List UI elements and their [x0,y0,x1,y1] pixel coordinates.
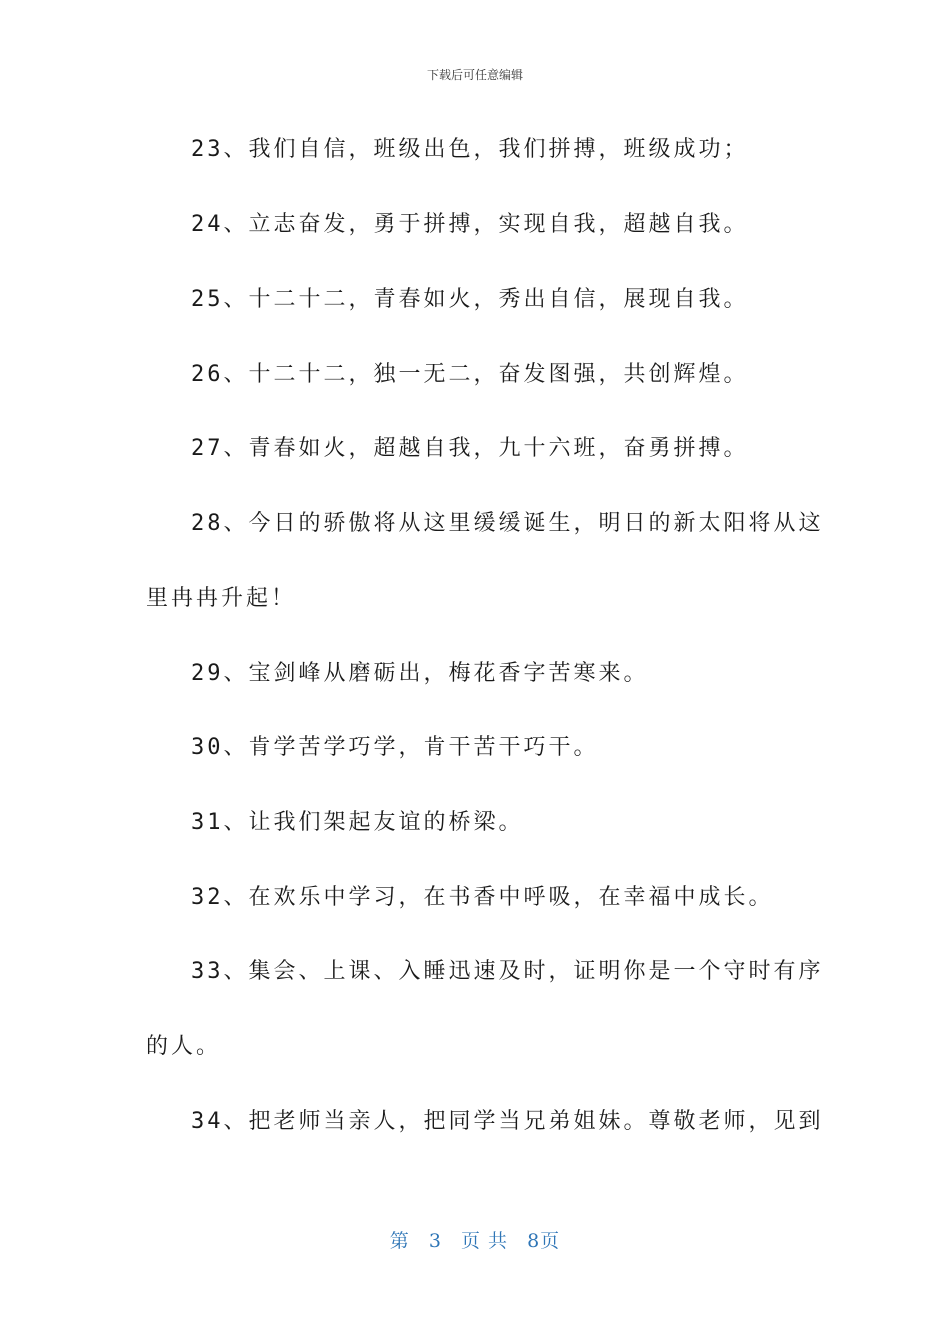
page-footer [0,1226,950,1253]
text-line: 26、十二十二，独一无二，奋发图强，共创辉煌。 [191,362,749,387]
text-line: 27、青春如火，超越自我，九十六班，奋勇拼搏。 [191,436,749,461]
footer-prefix: 第 [389,1230,410,1252]
footer-middle: 页 共 [461,1230,509,1252]
text-line-continuation: 的人。 [146,1034,222,1059]
text-line: 33、集会、上课、入睡迅速及时，证明你是一个守时有序 [191,959,824,984]
text-line: 31、让我们架起友谊的桥梁。 [191,810,524,835]
text-line: 30、肯学苦学巧学，肯干苦干巧干。 [191,735,599,760]
text-line: 29、宝剑峰从磨砺出，梅花香字苦寒来。 [191,661,649,686]
text-line-continuation: 里冉冉升起！ [146,586,297,611]
text-line: 25、十二十二，青春如火，秀出自信，展现自我。 [191,287,749,312]
text-line: 24、立志奋发，勇于拼搏，实现自我，超越自我。 [191,212,749,237]
footer-current-page: 3 [428,1230,442,1252]
footer-total-pages: 8页 [527,1230,561,1252]
text-line: 32、在欢乐中学习，在书香中呼吸，在幸福中成长。 [191,885,774,910]
header-note: 下载后可任意编辑 [426,68,523,82]
text-line: 34、把老师当亲人，把同学当兄弟姐妹。尊敬老师，见到 [191,1109,824,1134]
text-line: 28、今日的骄傲将从这里缓缓诞生，明日的新太阳将从这 [191,511,824,536]
text-line: 23、我们自信，班级出色，我们拼搏，班级成功； [191,137,749,162]
